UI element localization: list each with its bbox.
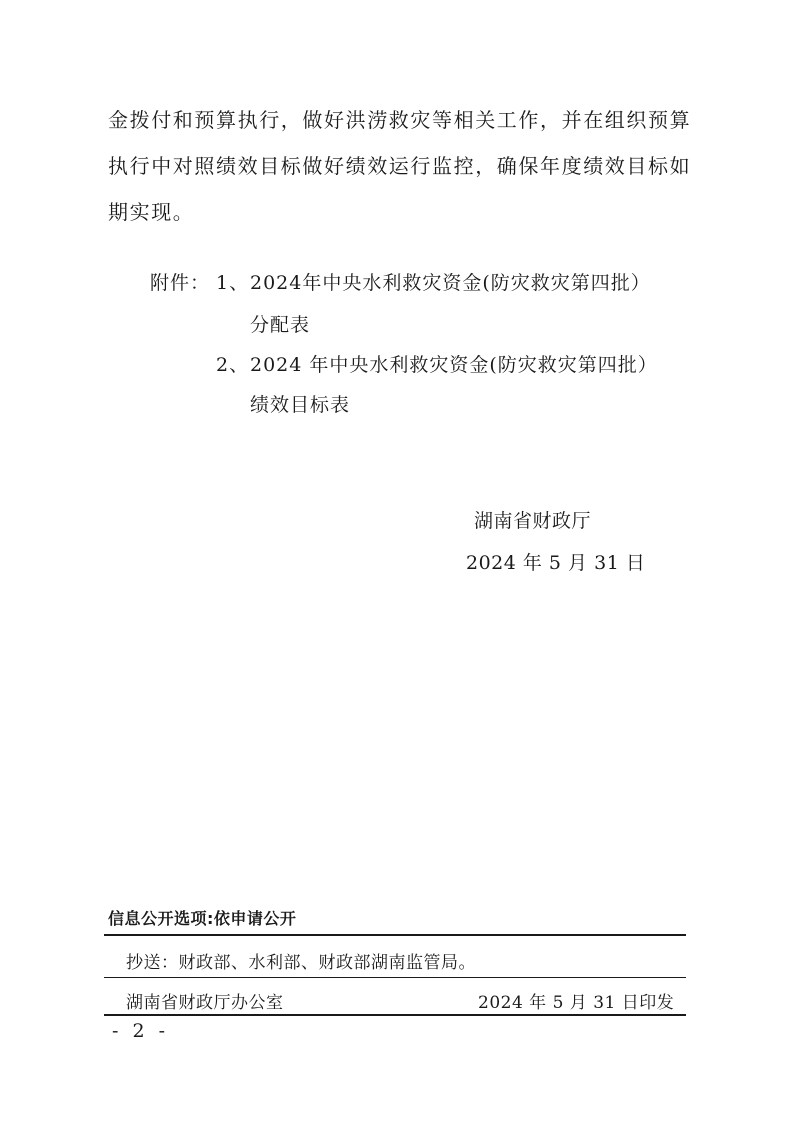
attachment-1-number: 1、: [216, 272, 250, 294]
divider-top: [104, 934, 686, 936]
attachment-2-title-cont: 绩效目标表: [250, 394, 351, 416]
body-line-3: 期实现。: [108, 200, 195, 224]
disclosure-option: 信息公开选项:依申请公开: [108, 909, 297, 928]
page-number: - 2 -: [112, 1020, 170, 1042]
issue-date: 2024 年 5 月 31 日印发: [478, 993, 675, 1013]
body-line-1: 金拨付和预算执行，做好洪涝救灾等相关工作，并在组织预算: [108, 108, 692, 132]
attachment-2-title: 2024 年中央水利救灾资金(防灾救灾第四批）: [250, 354, 658, 376]
signature-date: 2024 年 5 月 31 日: [466, 552, 646, 574]
attachment-1-title-cont: 分配表: [250, 314, 311, 336]
body-line-2: 执行中对照绩效目标做好绩效运行监控，确保年度绩效目标如: [108, 154, 692, 178]
divider-bottom: [104, 1014, 686, 1016]
divider-middle: [104, 977, 686, 978]
attachment-2-number: 2、: [216, 354, 250, 376]
signature-org: 湖南省财政厅: [474, 510, 592, 532]
attachment-1-title: 2024年中央水利救灾资金(防灾救灾第四批）: [250, 272, 651, 294]
attachments-label: 附件：: [150, 272, 211, 294]
issuer: 湖南省财政厅办公室: [126, 993, 284, 1013]
cc-line: 抄送：财政部、水利部、财政部湖南监管局。: [126, 953, 476, 973]
